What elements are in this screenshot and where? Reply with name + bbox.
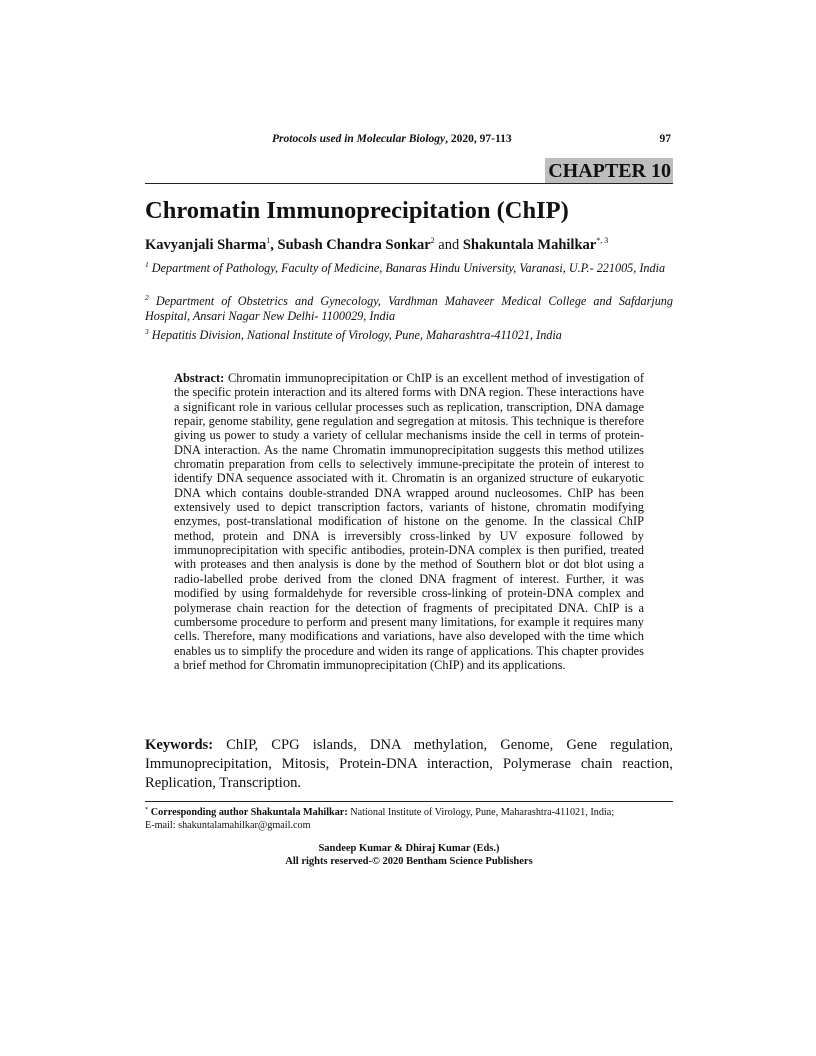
author-name: Subash Chandra Sonkar bbox=[277, 237, 431, 253]
author-separator: and bbox=[434, 237, 463, 253]
keywords-text: ChIP, CPG islands, DNA methylation, Genome, Gene regulation, Immunoprecipitation, Mitosis, Protein-DNA interaction, Polymerase chain reaction, Replication, Transcription. bbox=[145, 737, 673, 791]
chapter-title: Chromatin Immunoprecipitation (ChIP) bbox=[145, 197, 569, 224]
author-name: Kavyanjali Sharma bbox=[145, 237, 267, 253]
journal-citation bbox=[272, 133, 512, 145]
rights-line: All rights reserved-© 2020 Bentham Science Publishers bbox=[285, 856, 533, 867]
footnote-text: National Institute of Virology, Pune, Maharashtra-411021, India; bbox=[350, 807, 615, 818]
chapter-rule bbox=[145, 183, 673, 184]
author-affiliation-marker: 2 bbox=[430, 236, 435, 245]
affiliation bbox=[145, 261, 673, 276]
affiliation bbox=[145, 328, 673, 343]
author-separator: , bbox=[270, 237, 278, 253]
author-list bbox=[145, 237, 608, 254]
page-number: 97 bbox=[659, 133, 671, 145]
affiliation-text: Department of Obstetrics and Gynecology, Vardhman Mahaveer Medical College and Safdarjung Hospital, Ansari Nagar New Delhi- 1100029, India bbox=[145, 294, 673, 323]
editors-line: Sandeep Kumar & Dhiraj Kumar (Eds.) bbox=[318, 843, 500, 854]
footnote-label: Corresponding author Shakuntala Mahilkar: bbox=[150, 807, 348, 818]
keywords bbox=[145, 736, 673, 793]
footnote bbox=[145, 806, 673, 832]
affiliation bbox=[145, 294, 673, 324]
abstract-label: Abstract: bbox=[174, 371, 225, 385]
chapter-label: CHAPTER 10 bbox=[545, 158, 673, 183]
footnote-marker: * bbox=[145, 806, 149, 813]
affiliation-text: Department of Pathology, Faculty of Medicine, Banaras Hindu University, Varanasi, U.P.- 221005, India bbox=[151, 261, 666, 275]
keywords-label: Keywords: bbox=[145, 737, 214, 753]
affiliation-number: 3 bbox=[145, 327, 149, 336]
journal-name: Protocols used in Molecular Biology bbox=[272, 133, 446, 145]
footnote-email: E-mail: shakuntalamahilkar@gmail.com bbox=[145, 820, 311, 831]
journal-year-pages: , 2020, 97-113 bbox=[445, 133, 512, 145]
affiliation-text: Hepatitis Division, National Institute of Virology, Pune, Maharashtra-411021, India bbox=[151, 328, 562, 342]
author-name: Shakuntala Mahilkar bbox=[462, 237, 597, 253]
affiliation-number: 2 bbox=[145, 293, 149, 302]
publisher-info bbox=[145, 842, 673, 868]
author-affiliation-marker: 1 bbox=[266, 236, 271, 245]
running-head bbox=[145, 133, 673, 149]
author-affiliation-marker: *, 3 bbox=[596, 236, 609, 245]
affiliation-number: 1 bbox=[145, 260, 149, 269]
abstract bbox=[174, 371, 644, 672]
footnote-rule bbox=[145, 801, 673, 802]
abstract-text: Chromatin immunoprecipitation or ChIP is an excellent method of investigation of the specific protein interaction and its altered forms with DNA region. These interactions have a significant role in various cellular processes such as replication, transcription, DNA damage repair, genome stability, gene regulation and segregation at mitosis. This technique is therefore giving us power to study a variety of cellular mechanisms inside the cell in terms of protein-DNA interaction. As the name Chromatin immunoprecipitation suggests this method utilizes chromatin preparation from cells to selectively immune-precipitate the protein of interest to identify DNA sequence associated with it. Chromatin is an organized structure of eukaryotic DNA which contains double-stranded DNA wrapped around nucleosomes. ChIP has been extensively used to depict transcription factors, variants of histone, chromatin modifying enzymes, post-translational modification of histone on the genome. In the classical ChIP method, protein and DNA is irreversibly cross-linked by UV exposure followed by immunoprecipitation with specific antibodies, protein-DNA complex is then purified, treated with proteases and then analysis is done by the method of Southern blot or dot blot using a radio-labelled probe derived from the cloned DNA fragment of interest. Further, it was modified by using formaldehyde for reversible cross-linking of protein-DNA complex and polymerase chain reaction for the detection of fragments of precipitated DNA. ChIP is a cumbersome procedure to perform and present many limitations, for example it requires many cells. Therefore, many modifications and variations, have also developed with the time which enables us to simplify the procedure and widen its range of applications. This chapter provides a brief method for Chromatin immunoprecipitation (ChIP) and its applications. bbox=[174, 371, 644, 672]
